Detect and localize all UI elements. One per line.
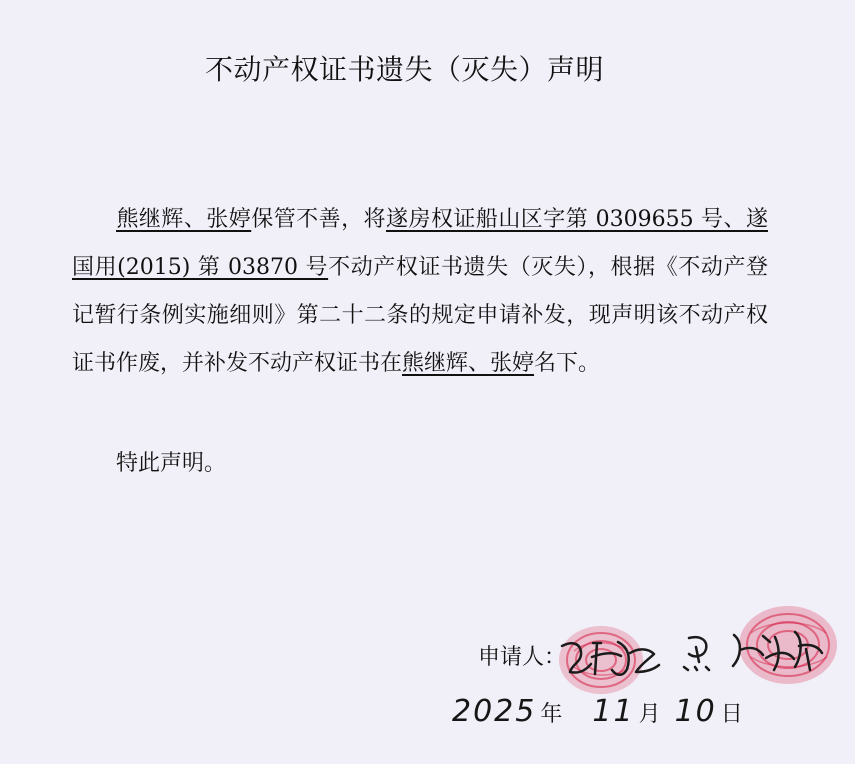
statement-text-1: 保管不善，将 [251,207,387,232]
owner-names-underlined: 熊继辉、张婷 [116,207,252,232]
statement-paragraph [72,196,768,388]
owner-names-underlined-2: 熊继辉、张婷 [402,351,535,376]
certificate-number-2: 遂国用(2015) 第 03870 号 [72,207,768,280]
date-month-unit: 月 [638,702,661,727]
fingerprint-seal-left [559,626,643,694]
date-year: 2025 [452,694,537,729]
closing-statement: 特此声明。 [116,451,227,476]
date-year-unit: 年 [540,702,563,727]
date-day-unit: 日 [720,702,743,727]
applicant-label: 申请人： [478,645,567,670]
certificate-number-1: 遂房权证船山区字第 0309655 号、 [386,207,746,232]
signature-seal-area [525,604,840,704]
document-title: 不动产权证书遗失（灭失）声明 [205,53,605,86]
statement-text-3: 名下。 [534,351,601,376]
fingerprint-seal-right [739,606,837,684]
date-day: 10 [674,694,717,729]
statement-text-2: 不动产权证书遗失（灭失），根据《不动产登记暂行条例实施细则》第二十二条的规定申请补发，现声明该不动产权证书作废，并补发不动产权证书在 [72,255,768,376]
signature-date [452,694,747,731]
date-month: 11 [592,694,635,729]
